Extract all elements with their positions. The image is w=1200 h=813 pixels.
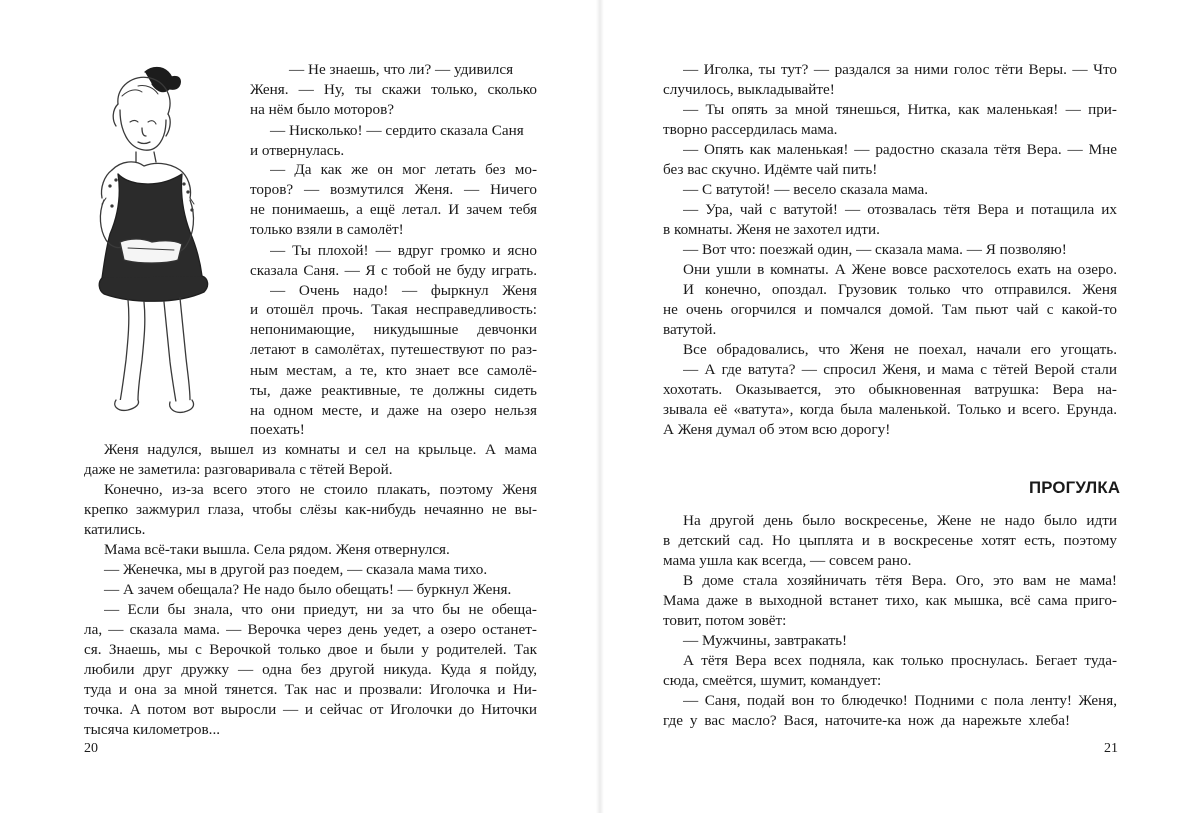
right-page-line: ватутой.: [663, 321, 717, 338]
page-number-right: 21: [1104, 741, 1118, 756]
right-page-line: А Женя думал об этом всю дорогу!: [663, 421, 891, 438]
left-page-line: крепко зажмурил глаза, чтобы слёзы как-нибудь нечаянно не вы-: [84, 501, 537, 518]
left-page-line: — Очень надо! — фыркнул Женя: [270, 282, 537, 299]
right-page-line: не очень огорчился и помчался домой. Там пьют чай с какой-то: [663, 301, 1117, 318]
right-page-line: — А где ватута? — спросил Женя, и мама с тётей Верой стали: [683, 361, 1117, 378]
right-page-line: мама ушла как всегда, — совсем рано.: [663, 552, 912, 569]
left-page-line: туда и она за мной тянется. Так нас и прозвали: Иголочка и Ни-: [84, 681, 537, 698]
left-page-line: — Да как же он мог летать без мо-: [270, 161, 537, 178]
right-page-line: — Саня, подай вон то блюдечко! Подними с пола ленту! Женя,: [683, 692, 1117, 709]
right-page-line: — Вот что: поезжай один, — сказала мама. — Я позволяю!: [683, 241, 1067, 258]
right-page-line: в комнаты. Женя не захотел идти.: [663, 221, 880, 238]
left-page-line: катились.: [84, 521, 146, 538]
left-page-line: только взяли в самолёт!: [250, 221, 404, 238]
left-page-line: на одном месте, и даже на озеро нельзя: [250, 402, 537, 419]
left-page-line: и отошёл прочь. Такая несправедливость:: [250, 301, 537, 318]
left-page-line: любили друг дружку — одна без другой никуда. Куда я пойду,: [84, 661, 537, 678]
right-page-line: На другой день было воскресенье, Жене не надо было идти: [683, 512, 1117, 529]
right-page-line: сюда, смеётся, шумит, командует:: [663, 672, 882, 689]
left-page-line: Конечно, из-за всего этого не стоило плакать, поэтому Женя: [104, 481, 537, 498]
left-page-line: даже не заметила: разговаривала с тётей Верой.: [84, 461, 393, 478]
left-page-line: ным местам, а те, кто знает все самолё-: [250, 362, 537, 379]
left-page-line: — Женечка, мы в другой раз поедем, — сказала мама тихо.: [104, 561, 488, 578]
girl-illustration: [82, 64, 232, 416]
right-page-line: — Ура, чай с ватутой! — отозвалась тётя Вера и потащила их: [683, 201, 1117, 218]
right-page-line: Мама даже в выходной встанет тихо, как мышка, всё сама приго-: [663, 592, 1117, 609]
left-page-line: тысяча километров...: [84, 721, 221, 738]
chapter-heading: ПРОГУЛКА: [1029, 478, 1121, 497]
left-page-line: Женя. — Ну, ты скажи только, сколько: [250, 81, 537, 98]
left-page-line: Мама всё-таки вышла. Села рядом. Женя отвернулся.: [104, 541, 450, 558]
right-page-line: В доме стала хозяйничать тётя Вера. Ого, это вам не мама!: [683, 572, 1117, 589]
right-page-line: А тётя Вера всех подняла, как только проснулась. Бегает туда-: [683, 652, 1117, 669]
left-page-line: не понимаешь, а ещё летал. И зачем тебя: [250, 201, 537, 218]
left-page-line: — Не знаешь, что ли? — удивился: [289, 61, 514, 78]
left-page-line: летают в самолётах, путешествуют по раз-: [250, 341, 537, 358]
right-page-line: случилось, выкладывайте!: [663, 81, 835, 98]
left-page-line: торов? — возмутился Женя. — Ничего: [250, 181, 537, 198]
left-page-line: непонимающие, никудышные девчонки: [250, 321, 537, 338]
left-page-line: ты, даже реактивные, те должны сидеть: [250, 382, 537, 399]
left-page-line: ла, — сказала мама. — Верочка через день уедет, а озеро останет-: [84, 621, 537, 638]
right-page-line: — Иголка, ты тут? — раздался за ними голос тёти Веры. — Что: [683, 61, 1117, 78]
right-page-line: хохотать. Оказывается, это обыкновенная ватрушка: Вера на-: [663, 381, 1117, 398]
right-page-line: Они ушли в комнаты. А Жене вовсе расхотелось ехать на озеро.: [683, 261, 1117, 278]
right-page-line: без вас скучно. Идёмте чай пить!: [663, 161, 878, 178]
left-page-line: — А зачем обещала? Не надо было обещать! — буркнул Женя.: [104, 581, 512, 598]
left-page-line: поехать!: [250, 421, 305, 438]
book-gutter: [596, 0, 604, 813]
right-page-line: Все обрадовались, что Женя не поехал, начали его угощать.: [683, 341, 1117, 358]
right-page-line: И конечно, опоздал. Грузовик только что отправился. Женя: [683, 281, 1117, 298]
left-page-line: ся. Знаешь, мы с Верочкой только двое и были у родителей. Так: [84, 641, 537, 658]
left-page-line: сказала Саня. — Я с тобой не буду играть.: [250, 262, 537, 279]
left-page-line: — Если бы знала, что они приедут, ни за что бы не обеща-: [104, 601, 537, 618]
left-page-line: — Ты плохой! — вдруг громко и ясно: [270, 242, 537, 259]
page-number-left: 20: [84, 741, 98, 756]
right-page-line: творно рассердилась мама.: [663, 121, 838, 138]
left-page-line: точка. А потом вот выросли — и сейчас от Иголочки до Ниточки: [84, 701, 537, 718]
right-page-line: товит, потом зовёт:: [663, 612, 787, 629]
left-page-line: и отвернулась.: [250, 142, 345, 159]
right-page-line: в детский сад. Но цыплята и в воскресенье хотят есть, поэтому: [663, 532, 1117, 549]
left-page-line: на нём было моторов?: [250, 101, 394, 118]
right-page-line: — С ватутой! — весело сказала мама.: [683, 181, 929, 198]
left-page-line: Женя надулся, вышел из комнаты и сел на крыльце. А мама: [104, 441, 537, 458]
right-page-line: — Ты опять за мной тянешься, Нитка, как маленькая! — при-: [683, 101, 1117, 118]
left-page: [0, 0, 596, 813]
left-page-line: — Нисколько! — сердито сказала Саня: [270, 122, 524, 139]
right-page-line: где у вас масло? Вася, наточите-ка нож да нарежьте хлеба!: [663, 712, 1070, 729]
right-page-line: зывала её «ватута», когда была маленькой. Только и всего. Ерунда.: [663, 401, 1117, 418]
right-page-line: — Мужчины, завтракать!: [683, 632, 848, 649]
right-page-line: — Опять как маленькая! — радостно сказала тётя Вера. — Мне: [683, 141, 1117, 158]
